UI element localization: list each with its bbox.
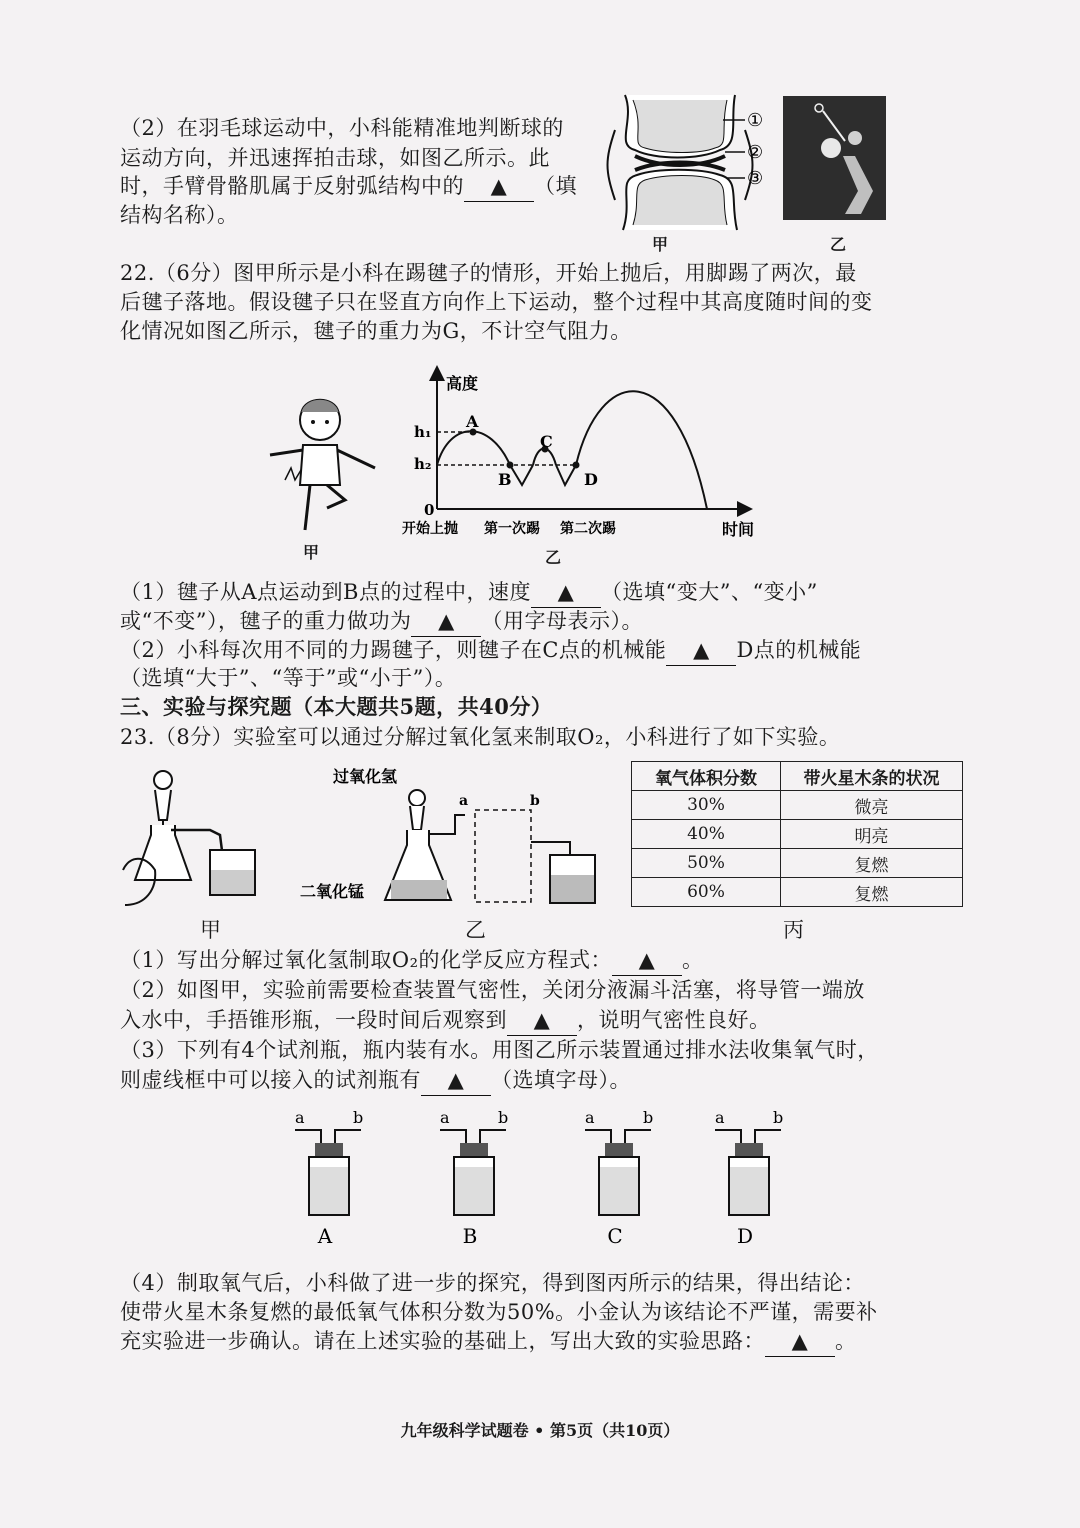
q21-line-3	[120, 171, 577, 202]
answer-blank[interactable]: ▲	[507, 1005, 577, 1036]
bottle-d-port-b: b	[773, 1108, 784, 1127]
q23-sub2-b: 入水中，手捂锥形瓶，一段时间后观察到	[120, 1008, 507, 1032]
bottle-b-port-b: b	[498, 1108, 509, 1127]
q22-sub2-a: （2）小科每次用不同的力踢毽子，则毽子在C点的机械能	[120, 638, 667, 662]
answer-blank[interactable]: ▲	[612, 945, 682, 976]
q23-sub2-line1: （2）如图甲，实验前需要检查装置气密性，关闭分液漏斗活塞，将导管一端放	[120, 978, 865, 1002]
table-cell: 50%	[632, 849, 781, 878]
x-tick-kick2: 第二次踢	[560, 521, 616, 537]
table-cell: 60%	[632, 878, 781, 907]
oxygen-results-table	[631, 761, 963, 907]
q23-sub1	[120, 945, 704, 976]
q22-intro-1: 22.（6分）图甲所示是小科在踢毽子的情形，开始上抛后，用脚踢了两次，最	[120, 261, 857, 285]
q22-sub2-line2: （选填“大于”、“等于”或“小于”）。	[120, 666, 457, 690]
q21-fig-label-yi: 乙	[830, 235, 847, 254]
q21-line-4: 结构名称）。	[120, 203, 239, 227]
q23-fig-label-jia: 甲	[200, 918, 222, 942]
q23-sub4-d: 。	[835, 1329, 857, 1353]
bottle-b	[440, 1108, 508, 1248]
joint-label-3: ③	[747, 168, 764, 189]
section-3-heading: 三、实验与探究题（本大题共5题，共40分）	[120, 694, 553, 719]
q23-sub2-c: ，说明气密性良好。	[577, 1008, 771, 1032]
q22-fig-label-yi: 乙	[545, 548, 562, 567]
q23-sub3-c: （选填字母）。	[491, 1068, 631, 1092]
x-tick-start: 开始上抛	[402, 521, 458, 537]
bottle-a	[295, 1108, 363, 1248]
bottle-a-port-a: a	[295, 1108, 305, 1127]
q23-sub3-line1: （3）下列有4个试剂瓶，瓶内装有水。用图乙所示装置通过排水法收集氧气时，	[120, 1038, 879, 1062]
q22-sub2-b: D点的机械能	[736, 638, 862, 662]
point-d-label: D	[584, 470, 598, 489]
curve-kick2	[576, 391, 707, 509]
q22-sub1-b: （选填“变大”、“变小”	[600, 580, 818, 604]
joint-label-2: ②	[747, 142, 764, 163]
table-header-cell: 氧气体积分数	[632, 762, 781, 791]
q23-sub4-line1: （4）制取氧气后，小科做了进一步的探究，得到图丙所示的结果，得出结论：	[120, 1271, 865, 1295]
y-tick-h2: h₂	[414, 455, 432, 473]
table-header-cell: 带火星木条的状况	[781, 762, 963, 791]
y-tick-h1: h₁	[414, 423, 432, 441]
apparatus-jia	[115, 760, 275, 920]
q23-fig-label-bing: 丙	[783, 918, 805, 942]
kid-kicking-figure	[265, 390, 385, 540]
q23-sub4-c: 充实验进一步确认。请在上述实验的基础上，写出大致的实验思路：	[120, 1329, 765, 1353]
answer-blank[interactable]: ▲	[421, 1065, 491, 1096]
table-cell: 40%	[632, 820, 781, 849]
bottle-c-port-b: b	[643, 1108, 654, 1127]
point-d	[573, 462, 580, 469]
q23-sub2-line2	[120, 1005, 771, 1036]
q23-sub1-a: （1）写出分解过氧化氢制取O₂的化学反应方程式：	[120, 948, 612, 972]
q22-sub1-a: （1）毽子从A点运动到B点的过程中，速度	[120, 580, 531, 604]
label-h2o2: 过氧化氢	[333, 767, 398, 786]
q23-intro: 23.（8分）实验室可以通过分解过氧化氢来制取O₂，小科进行了如下实验。	[120, 725, 841, 749]
answer-blank[interactable]: ▲	[464, 171, 534, 202]
bottle-c-port-a: a	[585, 1108, 595, 1127]
q22-intro-3: 化情况如图乙所示，毽子的重力为G，不计空气阻力。	[120, 319, 632, 343]
reagent-bottles	[285, 1105, 805, 1250]
q21-line-3-tail: （填	[534, 174, 577, 198]
point-b	[507, 462, 514, 469]
answer-blank[interactable]: ▲	[765, 1326, 835, 1357]
table-row	[632, 820, 963, 849]
q21-line-3-text: 时，手臂骨骼肌属于反射弧结构中的	[120, 174, 464, 198]
joint-diagram	[605, 90, 775, 250]
dashed-box	[475, 810, 531, 902]
table-cell: 复燃	[781, 849, 963, 878]
table-cell: 复燃	[781, 878, 963, 907]
point-b-label: B	[498, 470, 512, 489]
bottle-d-port-a: a	[715, 1108, 725, 1127]
q21-fig-label-jia: 甲	[652, 235, 669, 254]
joint-label-1: ①	[747, 110, 764, 131]
y-axis-label: 高度	[446, 374, 479, 393]
q23-fig-label-yi: 乙	[465, 918, 487, 942]
q23-sub4-line2: 使带火星木条复燃的最低氧气体积分数为50%。小金认为该结论不严谨，需要补	[120, 1300, 878, 1324]
q21-line-1: （2）在羽毛球运动中，小科能精准地判断球的	[120, 116, 564, 140]
q22-intro-2: 后毽子落地。假设毽子只在竖直方向作上下运动，整个过程中其高度随时间的变	[120, 290, 873, 314]
q23-sub1-b: 。	[682, 948, 704, 972]
x-axis-label: 时间	[722, 520, 755, 539]
bottle-d	[715, 1108, 783, 1248]
bottle-a-label: A	[317, 1224, 333, 1248]
point-a-label: A	[466, 412, 479, 431]
curve-dip-2	[556, 465, 576, 485]
q23-sub3-line2	[120, 1065, 631, 1096]
q22-sub2-line1	[120, 635, 861, 666]
x-tick-kick1: 第一次踢	[484, 521, 540, 537]
q22-sub1-d: （用字母表示）。	[481, 609, 643, 633]
q22-sub1-line2	[120, 606, 643, 637]
q22-sub1-line1	[120, 577, 818, 608]
answer-blank[interactable]: ▲	[666, 635, 736, 666]
q22-fig-label-jia: 甲	[303, 543, 320, 562]
page-footer: 九年级科学试题卷 • 第5页（共10页）	[400, 1421, 680, 1440]
label-mno2: 二氧化锰	[300, 882, 365, 901]
bottle-a-port-b: b	[353, 1108, 364, 1127]
port-b: b	[530, 793, 540, 809]
table-header-row	[632, 762, 963, 791]
table-cell: 30%	[632, 791, 781, 820]
bottle-c	[585, 1108, 653, 1248]
q23-sub4-line3	[120, 1326, 857, 1357]
table-row	[632, 878, 963, 907]
q23-sub3-b: 则虚线框中可以接入的试剂瓶有	[120, 1068, 421, 1092]
point-c-label: C	[540, 432, 553, 451]
bottle-b-label: B	[462, 1224, 478, 1248]
badminton-photo	[783, 96, 886, 220]
bottle-c-label: C	[607, 1224, 623, 1248]
bottle-b-port-a: a	[440, 1108, 450, 1127]
curve-throw	[437, 431, 510, 465]
height-time-chart	[400, 365, 800, 565]
apparatus-yi	[295, 760, 605, 920]
table-cell: 微亮	[781, 791, 963, 820]
answer-blank[interactable]: ▲	[411, 606, 481, 637]
curve-dip-1	[510, 465, 533, 485]
port-a: a	[459, 793, 469, 809]
y-tick-zero: 0	[424, 501, 435, 519]
table-cell: 明亮	[781, 820, 963, 849]
table-row	[632, 849, 963, 878]
table-row	[632, 791, 963, 820]
answer-blank[interactable]: ▲	[531, 577, 601, 608]
q22-sub1-c: 或“不变”），毽子的重力做功为	[120, 609, 412, 633]
bottle-d-label: D	[736, 1224, 754, 1248]
q21-line-2: 运动方向，并迅速挥拍击球，如图乙所示。此	[120, 146, 550, 170]
